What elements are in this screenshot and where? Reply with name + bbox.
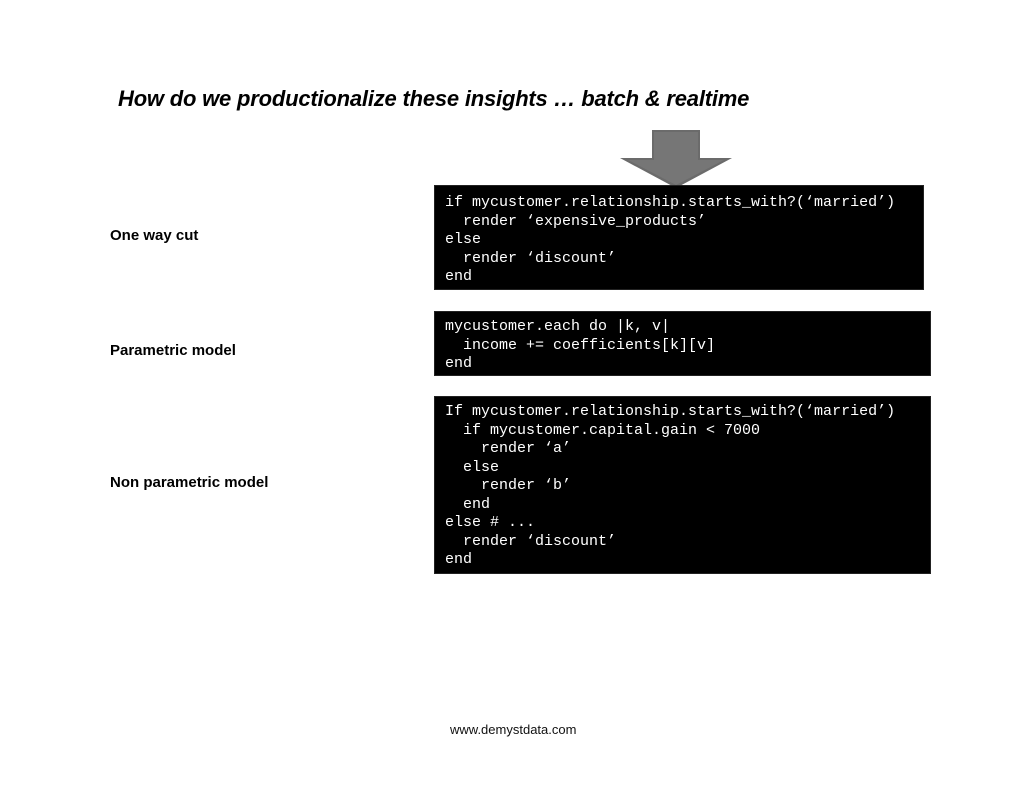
code-line: end bbox=[445, 268, 473, 285]
row-label-one-way-cut: One way cut bbox=[110, 227, 199, 244]
code-line: if mycustomer.capital.gain < 7000 bbox=[445, 421, 761, 439]
code-line: if mycustomer.relationship.starts_with?(‘married’) bbox=[445, 194, 896, 211]
code-line: mycustomer.each do |k, v| bbox=[445, 318, 671, 335]
slide-title: How do we productionalize these insights … batch & realtime bbox=[118, 86, 750, 111]
code-block-parametric-model bbox=[434, 311, 931, 376]
code-line: else bbox=[445, 231, 482, 248]
code-line: else bbox=[445, 458, 500, 476]
down-arrow-icon bbox=[620, 130, 732, 188]
code-line: income += coefficients[k][v] bbox=[445, 336, 716, 354]
code-line: render ‘discount’ bbox=[445, 532, 617, 550]
row-label-parametric-model: Parametric model bbox=[110, 342, 236, 359]
code-block-one-way-cut bbox=[434, 185, 924, 290]
code-line: end bbox=[445, 355, 473, 372]
code-line: render ‘expensive_products’ bbox=[445, 212, 707, 230]
code-line: render ‘b’ bbox=[445, 477, 572, 494]
row-label-non-parametric-model: Non parametric model bbox=[110, 474, 269, 491]
code-line: end bbox=[445, 495, 491, 513]
code-block-non-parametric-model bbox=[434, 396, 931, 574]
code-line: If mycustomer.relationship.starts_with?(‘married’) bbox=[445, 403, 896, 420]
code-line: render ‘a’ bbox=[445, 440, 572, 457]
code-line: end bbox=[445, 551, 473, 568]
code-line: render ‘discount’ bbox=[445, 249, 617, 267]
footer-url: www.demystdata.com bbox=[450, 722, 577, 737]
code-line: else # ... bbox=[445, 514, 536, 531]
